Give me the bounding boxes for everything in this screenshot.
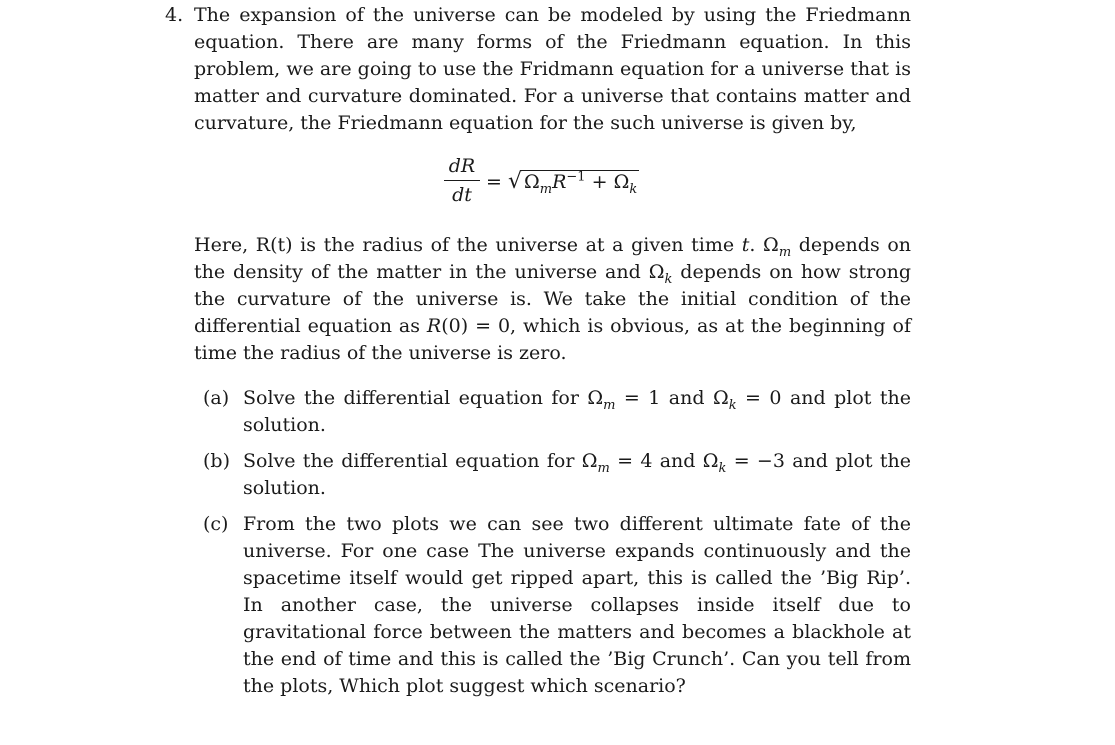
part-label: (b) [203,450,230,472]
text-run: (0) = 0, which is obvious, as at the beginning of time the radius of the universe is zero. [194,315,911,364]
part-a [194,385,911,439]
part-c-text: From the two plots we can see two different ultimate fate of the universe. For one case The universe expands continuously and the spacetime itself would get ripped apart, this is called the ’Big Rip’. In another case, the universe collapses inside itself due to gravitational force between the matters and becomes a blackhole at the end of time and this is called the ’Big Crunch’. Can you tell from the plots, Which plot suggest which scenario? [243,513,911,697]
exponent: −1 [566,169,586,185]
subscript-k: k [728,397,737,413]
subscript-k: k [629,181,638,197]
omega-m-symbol: Ω [763,234,779,256]
part-label: (c) [203,513,229,535]
intro-paragraph: The expansion of the universe can be modeled by using the Friedmann equation. There are many forms of the Friedmann equation. In this problem, we are going to use the Fridmann equation for a universe that is matter and curvature dominated. For a universe that contains matter and curvature, the Friedmann equation for the such universe is given by, [194,4,911,134]
subscript-m: m [778,244,792,260]
text-run: = 0 and plot the solution. [243,387,911,436]
part-b [194,448,911,502]
subscript-m: m [539,181,553,197]
fraction-denominator: dt [452,184,472,206]
subscript-m: m [603,397,616,413]
omega-k-symbol: Ω [702,450,719,472]
problem-4 [165,2,911,709]
square-root [507,169,639,197]
text-run: depends on how strong the curvature of the universe is. We take the initial condition of the differential equation as [194,261,911,337]
text-run: . [749,234,764,256]
problem-body [194,2,911,700]
part-label: (a) [203,387,230,409]
fraction-numerator: dR [448,155,476,177]
friedmann-equation [194,137,911,232]
subscript-k: k [718,460,727,476]
subscript-k: k [664,271,673,287]
variable-R: R [426,315,442,337]
equation-rhs [486,169,639,197]
subscript-m: m [597,460,610,476]
radicand [522,169,639,197]
text-run: = −3 and plot the solution. [243,450,911,499]
equals-sign: = [486,171,502,193]
omega-k-symbol: Ω [648,261,665,283]
text-run: = 4 and [609,450,703,472]
text-run: Here, R(t) is the radius of the universe at a given time [194,234,742,256]
text-run: Solve the differential equation for [243,450,582,472]
variable-R: R [552,171,567,193]
radical-sign-icon: √ [507,169,522,194]
problem-number: 4. [165,4,184,26]
part-b-text [243,448,911,502]
part-a-text [243,385,911,439]
omega-m-symbol: Ω [587,387,604,409]
derivative-fraction [444,154,480,207]
text-run: depends on the density of the matter in the universe and [194,234,911,283]
sub-questions [194,385,911,700]
text-run: Solve the differential equation for [243,387,588,409]
definitions-paragraph [194,232,911,367]
part-c [194,511,911,700]
fraction-bar [444,180,480,181]
variable-t: t [741,234,750,256]
omega-m-symbol: Ω [581,450,598,472]
omega-k-symbol: Ω [712,387,729,409]
text-run: = 1 and [615,387,713,409]
plus-omega-k: + Ω [585,171,630,193]
omega-m-symbol: Ω [524,171,540,193]
